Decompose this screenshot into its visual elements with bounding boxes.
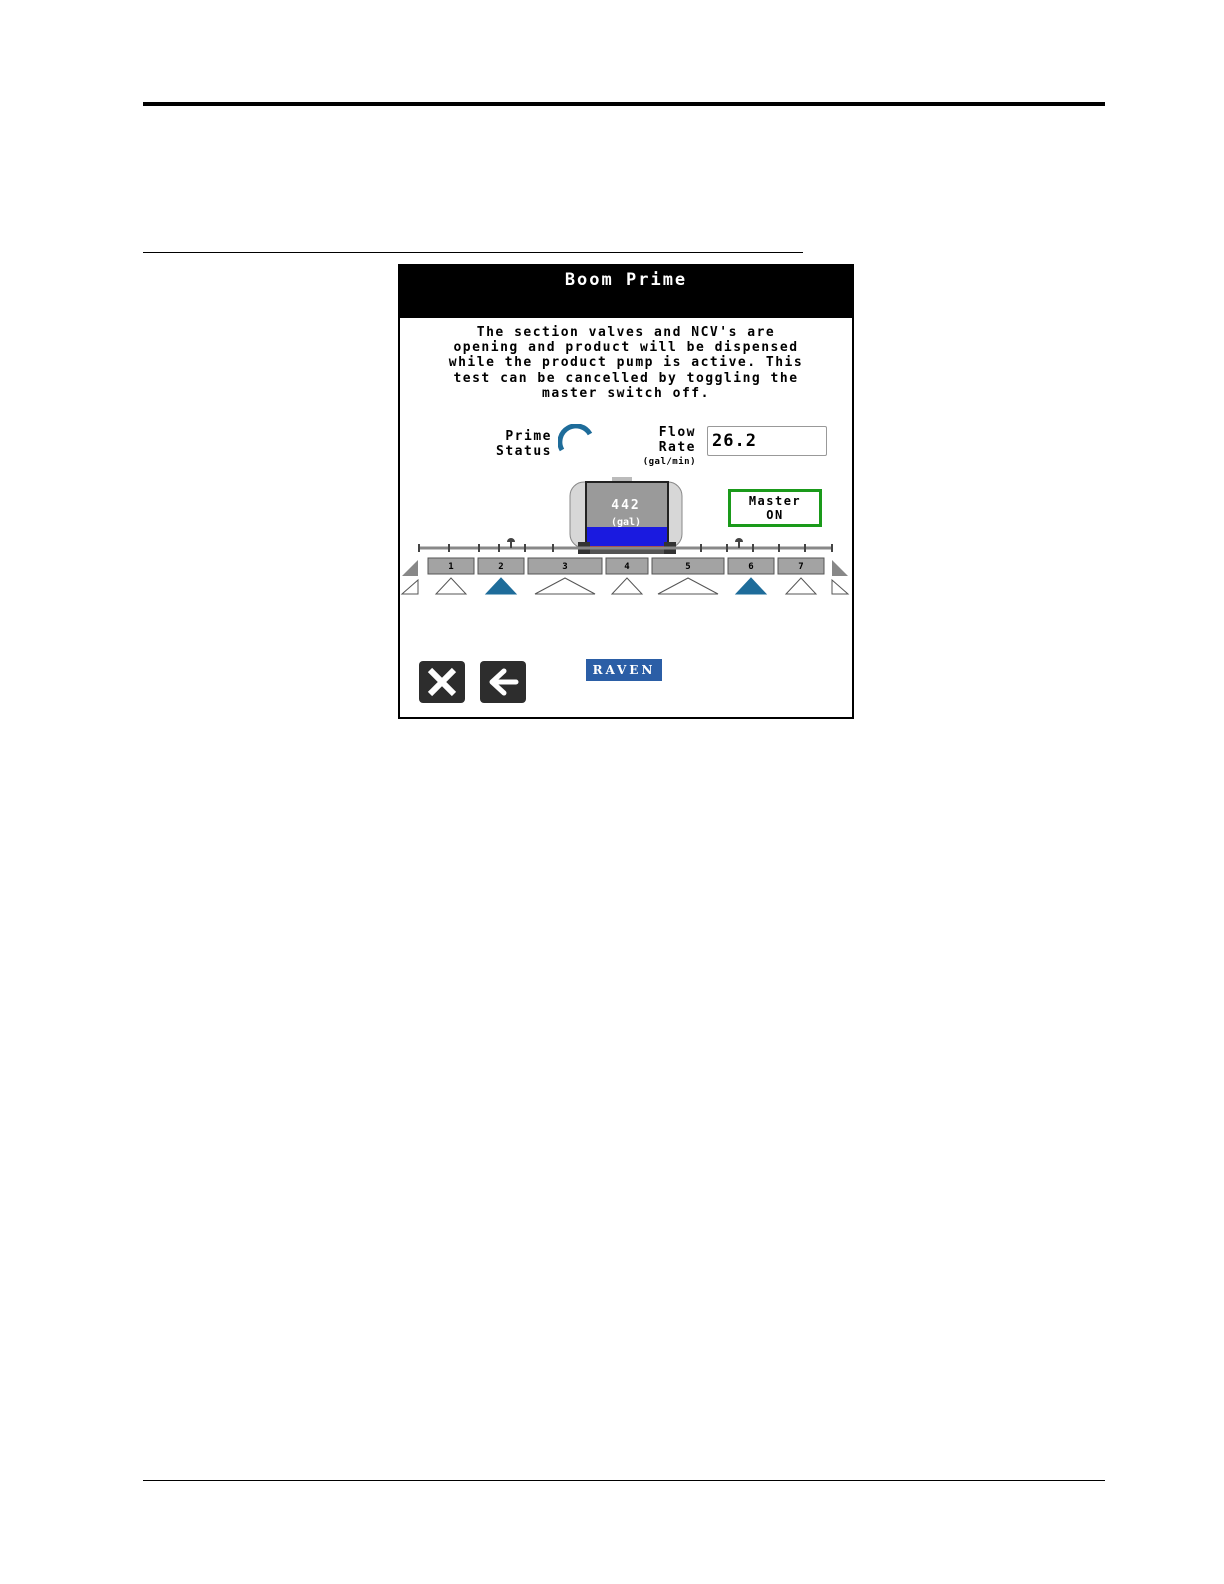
section-label: 7 xyxy=(798,562,804,572)
section-rule xyxy=(143,252,803,253)
section-4-nozzle-icon xyxy=(612,578,642,594)
flow-rate-field[interactable]: 26.2 xyxy=(707,426,827,456)
section-label: 5 xyxy=(685,562,691,572)
prime-progress-icon xyxy=(558,424,594,454)
section-1-nozzle-icon xyxy=(436,578,466,594)
screen-title: Boom Prime xyxy=(564,270,688,290)
section-2-nozzle-icon xyxy=(486,578,516,594)
flow-rate-label: Flow Rate xyxy=(658,425,696,455)
tank-volume: 442 xyxy=(611,498,641,513)
header-rule xyxy=(143,102,1105,106)
master-status-button[interactable]: Master ON xyxy=(728,489,822,527)
section-3-nozzle-icon xyxy=(535,578,595,594)
flow-rate-unit: (gal/min) xyxy=(642,457,696,467)
section-label: 6 xyxy=(748,562,754,572)
section-7-nozzle-icon xyxy=(786,578,816,594)
section-6-nozzle-icon xyxy=(736,578,766,594)
footer-rule xyxy=(143,1480,1105,1481)
section-label: 4 xyxy=(624,562,630,572)
prime-message: The section valves and NCV's are opening and product will be dispensed while the product pump is active. This test can be cancelled by toggling the master switch off. xyxy=(448,325,804,401)
cancel-button[interactable] xyxy=(419,661,465,703)
close-icon xyxy=(419,661,465,703)
section-label: 3 xyxy=(562,562,568,572)
section-label: 1 xyxy=(448,562,454,572)
tank-volume-unit: (gal) xyxy=(610,517,642,528)
section-5-nozzle-icon xyxy=(658,578,718,594)
title-bar xyxy=(400,266,852,318)
arrow-left-icon xyxy=(480,661,526,703)
prime-status-label: Prime Status xyxy=(496,429,552,459)
raven-logo: RAVEN xyxy=(586,659,662,681)
boom-prime-screen xyxy=(398,264,854,719)
section-label: 2 xyxy=(498,562,504,572)
back-button[interactable] xyxy=(480,661,526,703)
